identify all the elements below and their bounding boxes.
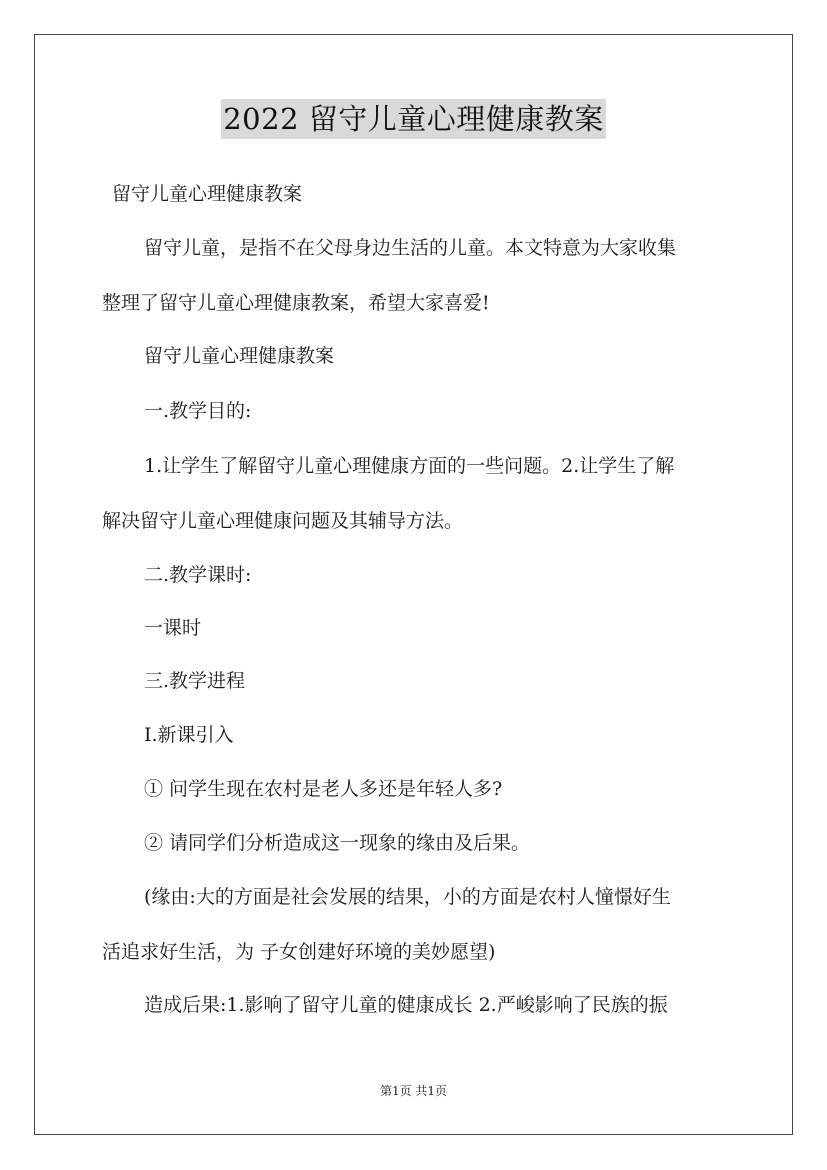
class-hours-heading: 二.教学课时: bbox=[144, 564, 252, 586]
document-title: 2022 留守儿童心理健康教案 bbox=[221, 99, 606, 139]
intro-paragraph-line-2: 整理了留守儿童心理健康教案，希望大家喜爱! bbox=[102, 292, 490, 314]
question-1: ① 问学生现在农村是老人多还是年轻人多? bbox=[144, 778, 503, 800]
reason-line-1: (缘由:大的方面是社会发展的结果，小的方面是农村人憧憬好生 bbox=[144, 886, 671, 908]
process-heading: 三.教学进程 bbox=[144, 670, 246, 692]
objectives-heading: 一.教学目的: bbox=[144, 400, 252, 422]
page-number-footer: 第1页 共1页 bbox=[379, 1084, 448, 1098]
question-2: ② 请同学们分析造成这一现象的缘由及后果。 bbox=[144, 832, 531, 854]
title-container bbox=[0, 99, 827, 139]
intro-paragraph-line-1: 留守儿童，是指不在父母身边生活的儿童。本文特意为大家收集 bbox=[144, 237, 677, 259]
class-hours-value: 一课时 bbox=[144, 617, 202, 639]
objectives-line-1: 1.让学生了解留守儿童心理健康方面的一些问题。2.让学生了解 bbox=[144, 455, 675, 477]
reason-line-2: 活追求好生活，为 子女创建好环境的美妙愿望) bbox=[102, 941, 496, 963]
subtitle-line: 留守儿童心理健康教案 bbox=[112, 183, 303, 205]
objectives-line-2: 解决留守儿童心理健康问题及其辅导方法。 bbox=[102, 510, 464, 532]
intro-step-heading: Ⅰ.新课引入 bbox=[144, 724, 234, 746]
section-heading: 留守儿童心理健康教案 bbox=[144, 345, 335, 367]
consequence-line-1: 造成后果:1.影响了留守儿童的健康成长 2.严峻影响了民族的振 bbox=[144, 994, 668, 1016]
